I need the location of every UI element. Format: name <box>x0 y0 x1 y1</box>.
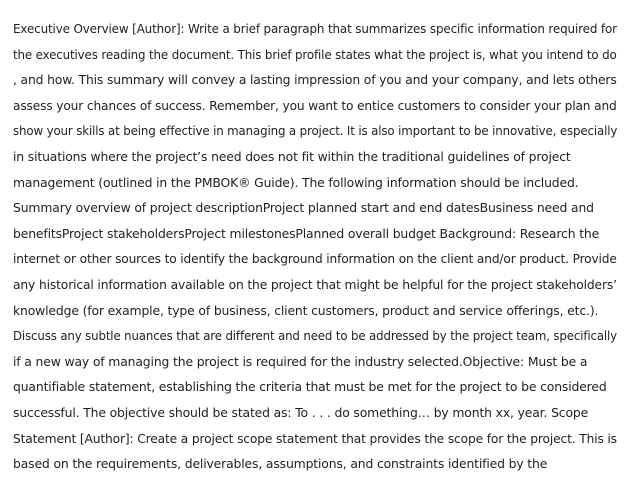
text-line: if a new way of managing the project is required for the industry selected.Objective: Must be a <box>13 353 588 369</box>
text-line: Discuss any subtle nuances that are different and need to be addressed by the project team, specifically <box>13 328 617 344</box>
text-line: the executives reading the document. This brief profile states what the project is, what you intend to do <box>13 46 617 62</box>
text-line: knowledge (for example, type of business, client customers, product and service offerings, etc.). <box>13 302 599 318</box>
text-line: benefitsProject stakeholdersProject milestonesPlanned overall budget Background: Research the <box>13 225 600 241</box>
text-line: assess your chances of success. Remember, you want to entice customers to consider your plan and <box>13 97 617 113</box>
text-line: Summary overview of project descriptionProject planned start and end datesBusiness need and <box>13 200 594 216</box>
text-line: internet or other sources to identify the background information on the client and/or product. Provide <box>13 251 617 267</box>
text-line: management (outlined in the PMBOK® Guide). The following information should be included. <box>13 174 579 190</box>
text-line: in situations where the project’s need does not fit within the traditional guidelines of project <box>13 148 571 164</box>
text-line: any historical information available on the project that might be helpful for the project stakeholders’ <box>13 276 617 292</box>
text-line: quantifiable statement, establishing the criteria that must be met for the project to be considered <box>13 379 607 395</box>
text-line: Statement [Author]: Create a project scope statement that provides the scope for the project. This is <box>13 430 617 446</box>
document-body <box>13 16 617 477</box>
text-line: Executive Overview [Author]: Write a brief paragraph that summarizes specific information required for <box>13 21 617 36</box>
text-line: successful. The objective should be stated as: To . . . do something… by month xx, year. Scope <box>13 404 589 420</box>
text-line: based on the requirements, deliverables, assumptions, and constraints identified by the <box>13 456 548 472</box>
text-line: show your skills at being effective in managing a project. It is also important to be innovative, especially <box>13 123 618 139</box>
text-line: , and how. This summary will convey a lasting impression of you and your company, and lets others <box>13 72 617 88</box>
